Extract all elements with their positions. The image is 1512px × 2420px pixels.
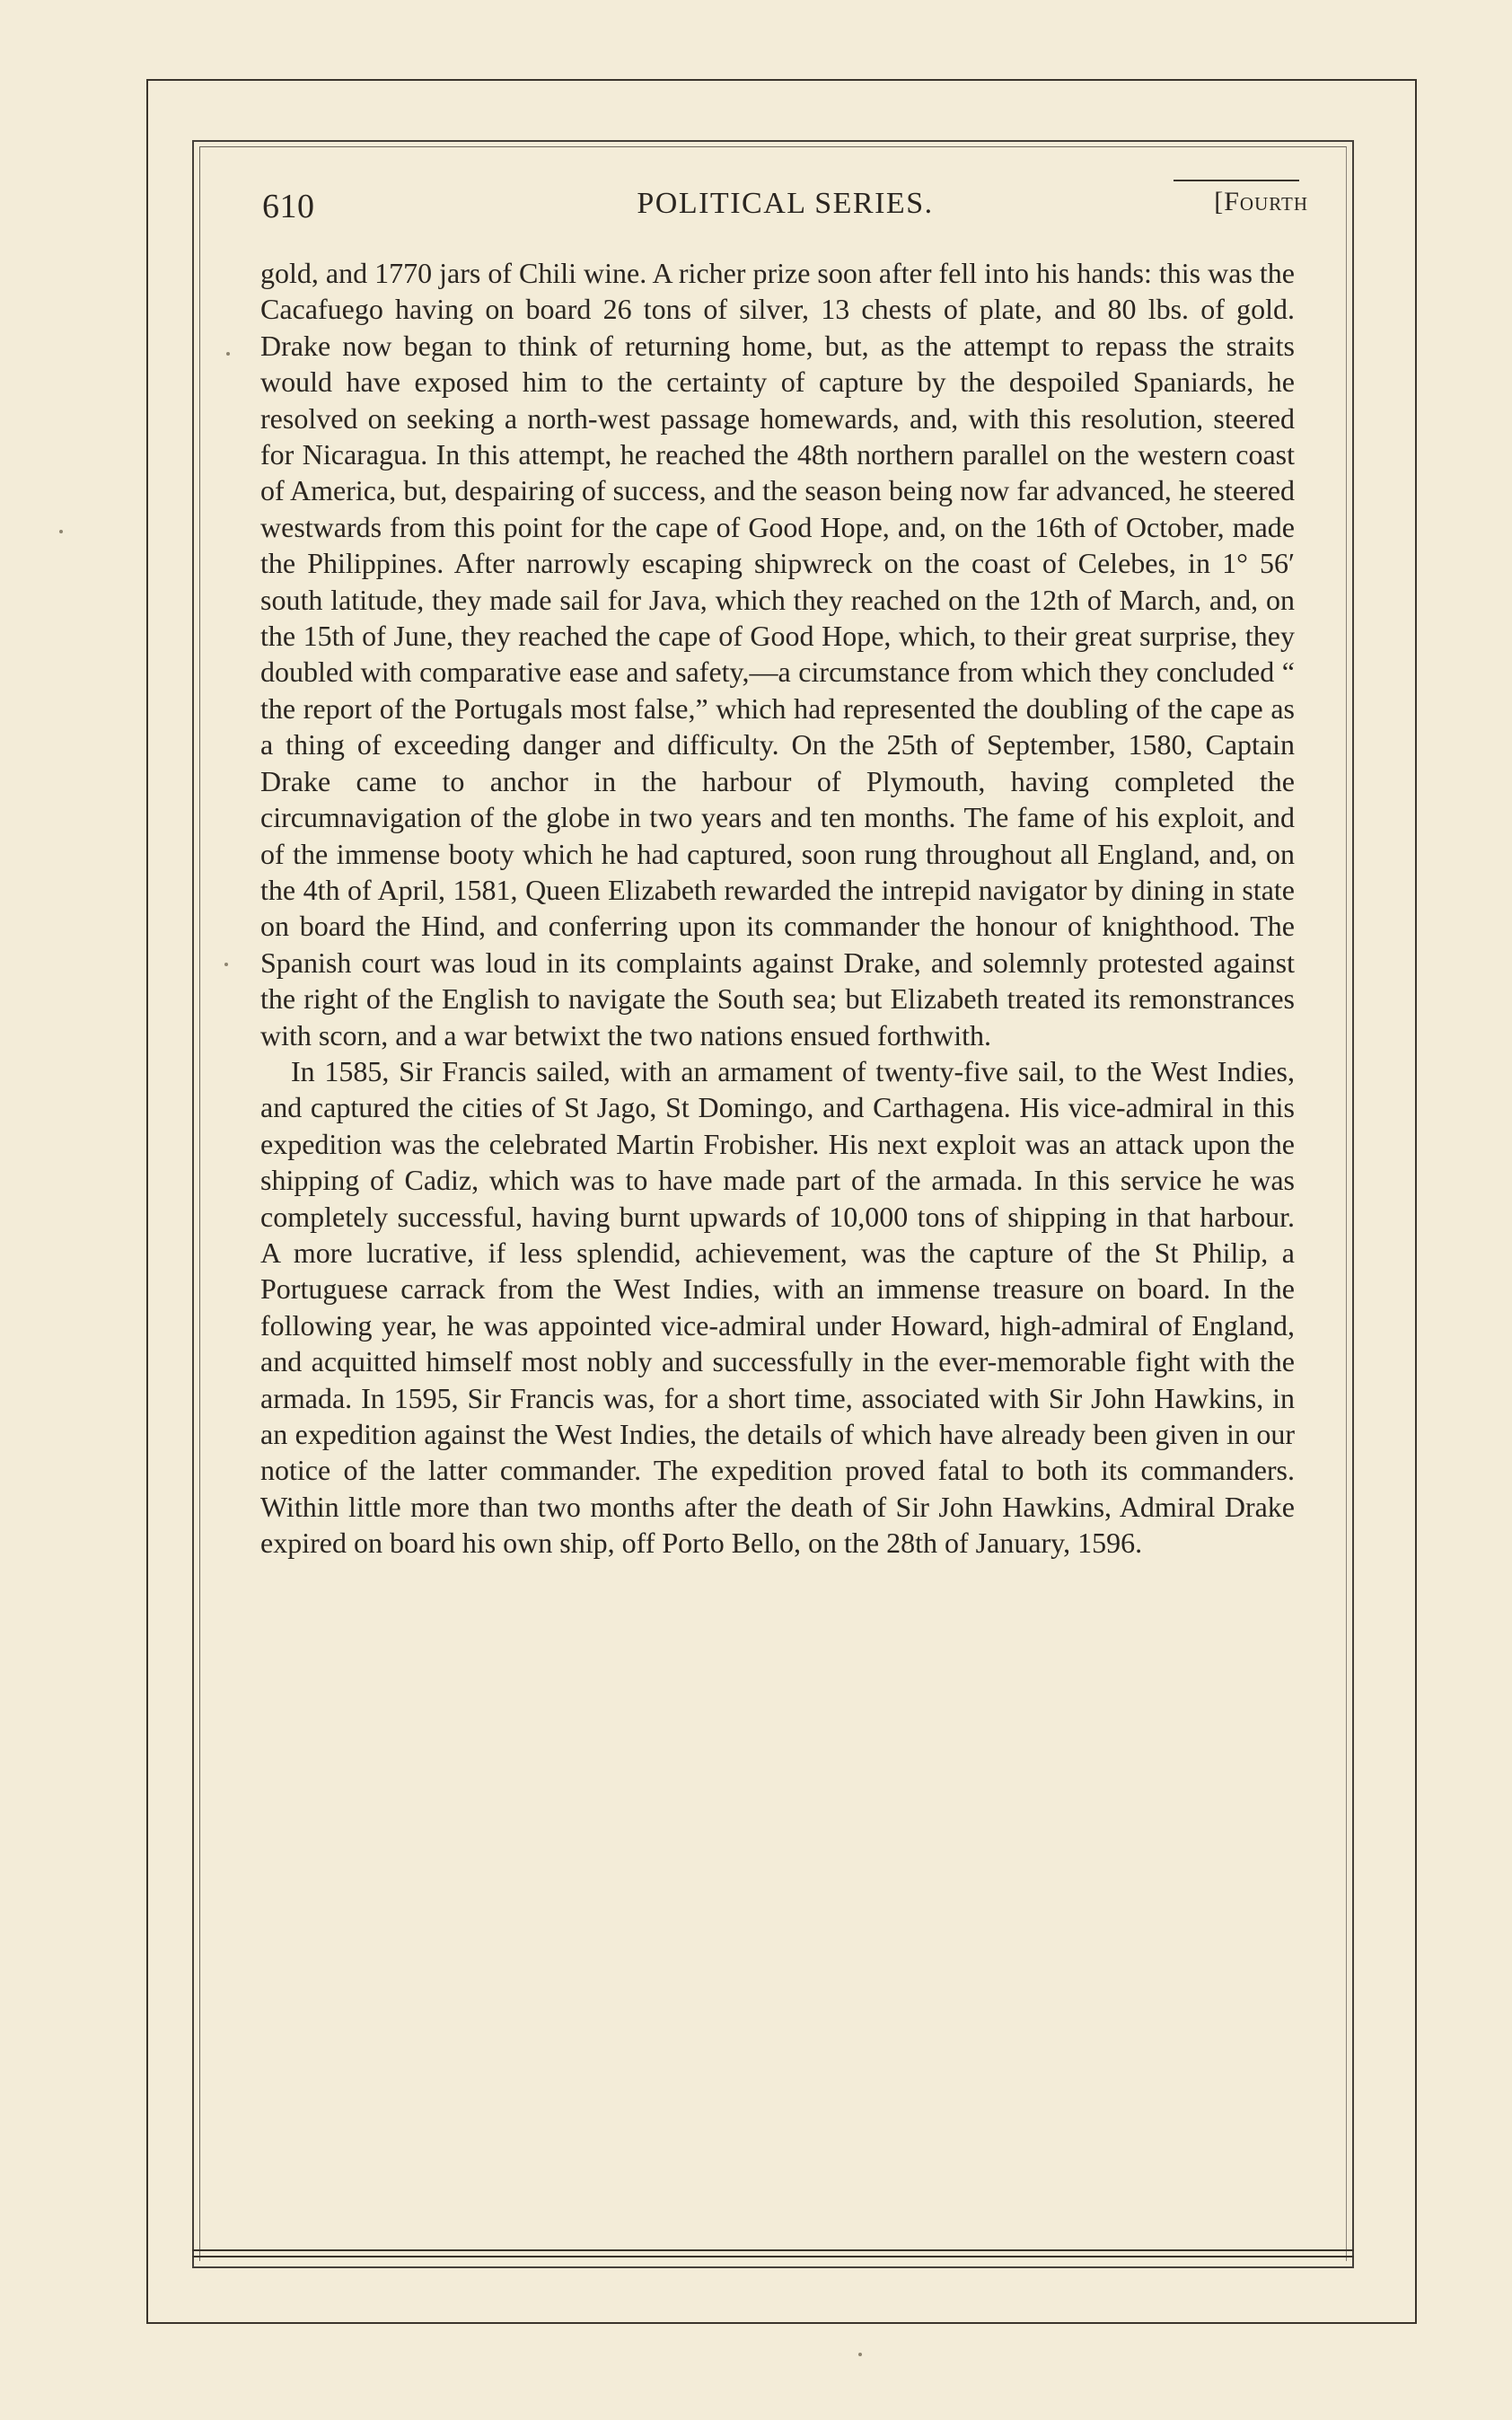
running-title: POLITICAL SERIES. [637,187,934,220]
header-rule [1174,180,1299,181]
paper-speck [59,530,63,533]
paper-speck [226,352,230,356]
body-text [260,255,1295,1562]
paragraph-2: In 1585, Sir Francis sailed, with an armament of twenty-five sail, to the West Indies, and captured the cities of St Jago, St Domingo, and Carthagena. His vice-admiral in this expedition was the celebrated Martin Frobisher. His next exploit was an attack upon the shipping of Cadiz, which was to have made part of the armada. In this service he was completely successful, having burnt upwards of 10,000 tons of shipping in that harbour. A more lucrative, if less splendid, achievement, was the capture of the St Philip, a Portuguese carrack from the West Indies, with an immense treasure on board. In the following year, he was appointed vice-admiral under Howard, high-admiral of England, and acquitted himself most nobly and successfully in the ever-memorable fight with the armada. In 1595, Sir Francis was, for a short time, associated with Sir John Hawkins, in an expedition against the West Indies, the details of which have already been given in our notice of the latter commander. The expedition proved fatal to both its commanders. Within little more than two months after the death of Sir John Hawkins, Admiral Drake expired on board his own ship, off Porto Bello, on the 28th of January, 1596. [260,1054,1295,1560]
section-label: [Fourth [1214,187,1308,216]
paper-speck [224,963,228,966]
bottom-rule [192,2249,1354,2251]
bottom-rule-secondary [192,2256,1354,2257]
page-header [262,180,1308,233]
page-number: 610 [262,188,315,225]
paper-speck [858,2353,862,2356]
paragraph-1: gold, and 1770 jars of Chili wine. A richer prize soon after fell into his hands: this was the Cacafuego having on board 26 tons of silver, 13 chests of plate, and 80 lbs. of gold. Drake now began to think of returning home, but, as the attempt to repass the straits would have exposed him to the certainty of capture by the despoiled Spaniards, he resolved on seeking a north-west passage homewards, and, with this resolution, steered for Nicaragua. In this attempt, he reached the 48th northern parallel on the western coast of America, but, despairing of success, and the season being now far advanced, he steered westwards from this point for the cape of Good Hope, and, on the 16th of October, made the Philippines. After narrowly escaping shipwreck on the coast of Celebes, in 1° 56′ south latitude, they made sail for Java, which they reached on the 12th of March, and, on the 15th of June, they reached the cape of Good Hope, which, to their great surprise, they doubled with comparative ease and safety,—a circumstance from which they concluded “ the report of the Portugals most false,” which had represented the doubling of the cape as a thing of exceeding danger and difficulty. On the 25th of September, 1580, Captain Drake came to anchor in the harbour of Plymouth, having completed the circumnavigation of the globe in two years and ten months. The fame of his exploit, and of the immense booty which he had captured, soon rung throughout all England, and, on the 4th of April, 1581, Queen Elizabeth rewarded the intrepid navigator by dining in state on board the Hind, and conferring upon its commander the honour of knighthood. The Spanish court was loud in its complaints against Drake, and solemnly protested against the right of the English to navigate the South sea; but Elizabeth treated its remonstrances with scorn, and a war betwixt the two nations ensued forthwith. [260,257,1295,1052]
